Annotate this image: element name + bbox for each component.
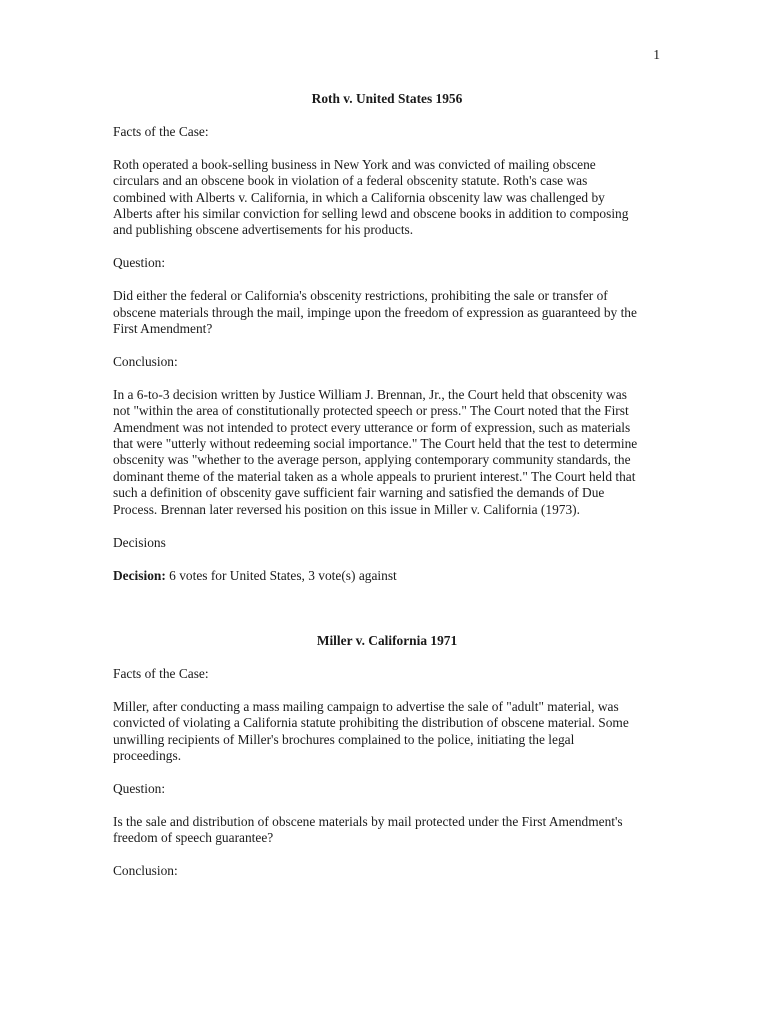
text-line: obscene materials through the mail, impinge upon the freedom of expression as guaranteed by the (113, 304, 637, 320)
conclusion-label: Conclusion: (113, 863, 178, 879)
text-line: Miller, after conducting a mass mailing campaign to advertise the sale of "adult" material, was (113, 698, 619, 714)
case-title: Roth v. United States 1956 (311, 91, 463, 106)
decision-label: Decision: (113, 567, 166, 583)
text-line: dominant theme of the material taken as a whole appeals to prurient interest." The Court held that (113, 468, 636, 484)
decision-line (113, 568, 661, 584)
facts-label: Facts of the Case: (113, 665, 209, 681)
text-line: Did either the federal or California's obscenity restrictions, prohibiting the sale or transfer of (113, 288, 608, 304)
conclusion-paragraph (113, 387, 661, 518)
decision-text: 6 votes for United States, 3 vote(s) against (165, 567, 397, 583)
text-line: circulars and an obscene book in violation of a federal obscenity statute. Roth's case was (113, 173, 588, 189)
document-body (113, 91, 661, 879)
text-line: proceedings. (113, 747, 182, 763)
facts-paragraph (113, 699, 661, 765)
conclusion-label: Conclusion: (113, 353, 178, 369)
facts-label: Facts of the Case: (113, 123, 209, 139)
text-line: such a definition of obscenity gave sufficient fair warning and satisfied the demands of Due (113, 485, 605, 501)
text-line: Roth operated a book-selling business in New York and was convicted of mailing obscene (113, 156, 596, 172)
page-number: 1 (653, 47, 660, 62)
text-line: convicted of violating a California statute prohibiting the distribution of obscene material. Some (113, 715, 629, 731)
text-line: Process. Brennan later reversed his position on this issue in Miller v. California (1973). (113, 501, 580, 517)
text-line: First Amendment? (113, 321, 213, 337)
text-line: Amendment was not intended to protect every utterance or form of expression, such as materials (113, 419, 631, 435)
text-line: unwilling recipients of Miller's brochures complained to the police, initiating the legal (113, 731, 575, 747)
text-line: Is the sale and distribution of obscene materials by mail protected under the First Amendment's (113, 813, 623, 829)
question-paragraph (113, 288, 661, 337)
facts-paragraph (113, 157, 661, 239)
case-title: Miller v. California 1971 (316, 632, 458, 648)
text-line: and publishing obscene advertisements for his products. (113, 222, 414, 238)
text-line: combined with Alberts v. California, in which a California obscenity law was challenged by (113, 189, 605, 205)
decisions-label: Decisions (113, 534, 166, 550)
question-paragraph (113, 814, 661, 847)
text-line: In a 6-to-3 decision written by Justice William J. Brennan, Jr., the Court held that obscenity was (113, 386, 627, 402)
question-label: Question: (113, 780, 166, 796)
text-line: Alberts after his similar conviction for selling lewd and obscene books in addition to composing (113, 206, 629, 222)
question-label: Question: (113, 255, 166, 271)
text-line: freedom of speech guarantee? (113, 830, 274, 846)
case-roth (113, 91, 661, 584)
case-miller (113, 633, 661, 880)
text-line: obscenity was "whether to the average person, applying contemporary community standards, the (113, 452, 631, 468)
text-line: that were "utterly without redeeming social importance." The Court held that the test to determine (113, 436, 638, 452)
text-line: not "within the area of constitutionally protected speech or press." The Court noted that the First (113, 403, 629, 419)
